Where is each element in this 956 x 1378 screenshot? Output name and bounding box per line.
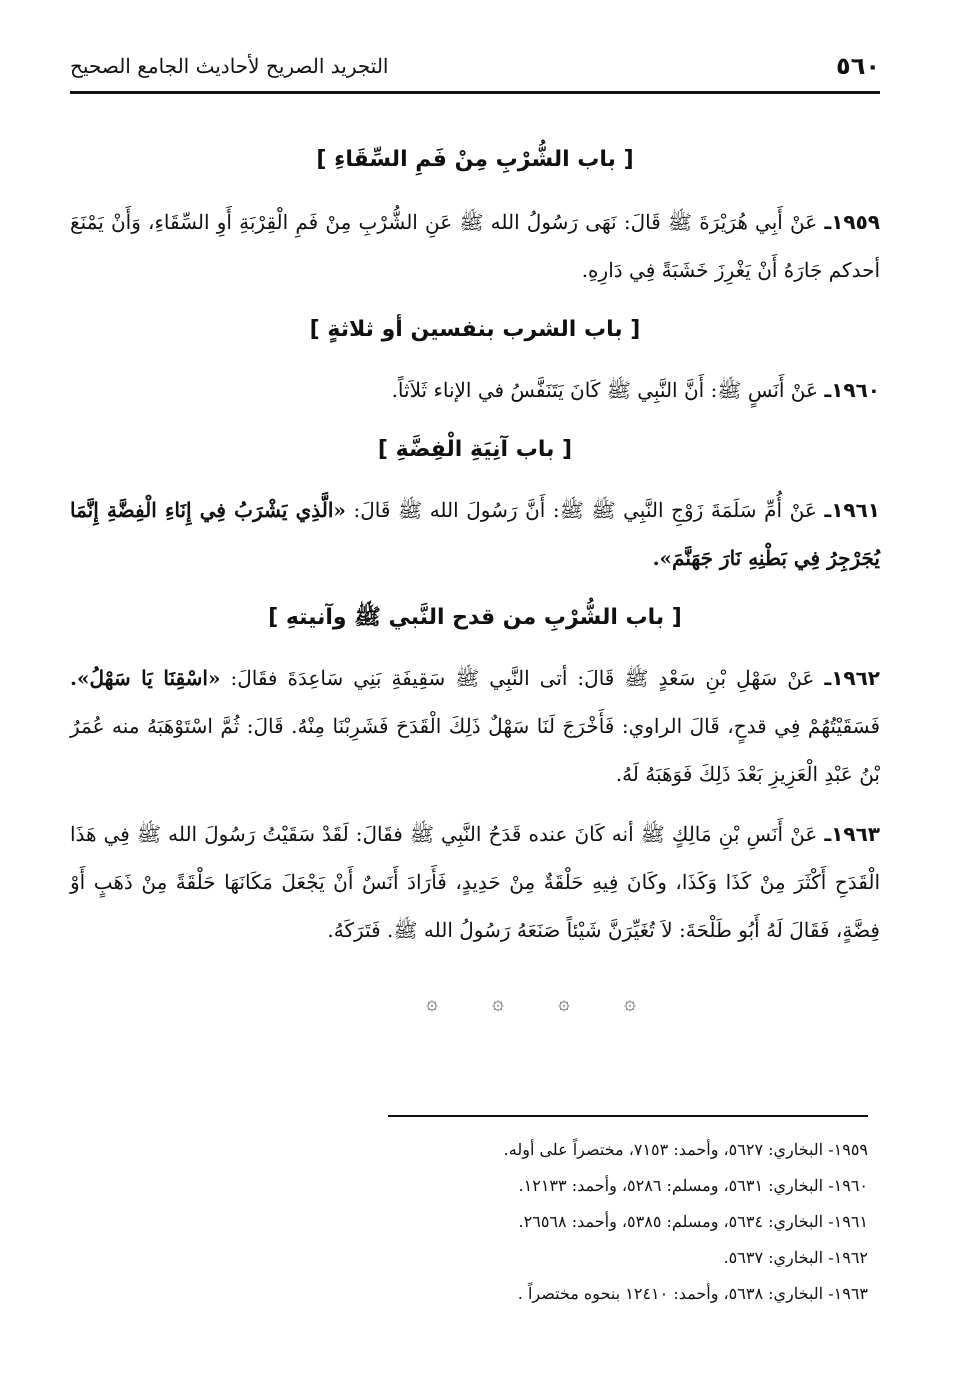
page-number: ٥٦٠ [836,52,880,80]
book-title: التجريد الصريح لأحاديث الجامع الصحيح [70,54,389,78]
running-header [70,46,880,86]
hadith-text: عَنْ أَنَسِ بْنِ مَالِكٍ ﷺ أنه كَانَ عنده قَدَحُ النَّبِي ﷺ فقَالَ: لَقَدْ سَقَيْتُ رَسُولَ الله ﷺ فِي هَذَا الْقَدَحِ أَكْثَرَ مِنْ كَذَا وَكَذَا، وكَانَ فِيهِ حَلْقَةٌ مِنْ حَدِيدٍ، فَأَرَادَ أَنَسٌ أَنْ يَجْعَلَ مَكَانَهَا حَلْقَةً مِنْ ذَهَبٍ أَوْ فِضَّةٍ، فَقَالَ لَهُ أَبُو طَلْحَةَ: لاَ تُغَيِّرَنَّ شَيْئاً صَنَعَهُ رَسُولُ الله ﷺ. فَتَرَكَهُ. [70,822,880,942]
hadith-text-continued: فَسَقَيْتُهُمْ فِي قدحٍ، قَالَ الراوي: فَأَخْرَجَ لَنَا سَهْلٌ ذَلِكَ الْقَدَحَ فَشَرِبْنَا مِنْهُ. قَالَ: ثُمَّ اسْتَوْهَبَهُ منه عُمَرُ بْنُ عَبْدِ الْعَزِيزِ بَعْدَ ذَلِكَ فَوَهَبَهُ لَهُ. [70,714,880,786]
hadith-number: ١٩٦٠ـ [824,378,880,402]
section-ornaments [0,990,956,1014]
prophetic-quote: «الَّذِي يَشْرَبُ فِي إِنَاءِ الْفِضَّةِ إِنَّمَا يُجَرْجِرُ فِي بَطْنِهِ نَارَ جَهَنَّمَ». [70,498,880,570]
footnote: ١٩٦٢- البخاري: ٥٦٣٧. [723,1248,868,1267]
chapter-heading: [ باب آنِيَةِ الْفِضَّةِ ] [377,437,573,462]
header-rule [70,91,880,94]
chapter-heading: [ باب الشرب بنفسين أو ثلاثةٍ ] [309,317,641,342]
footnote: ١٩٦٠- البخاري: ٥٦٣١، ومسلم: ٥٢٨٦، وأحمد: ١٢١٣٣. [518,1176,868,1195]
hadith-text: عَنْ أَبِي هُرَيْرَةَ ﷺ قَالَ: نَهَى رَسُولُ الله ﷺ عَنِ الشُّرْبِ مِنْ فَمِ الْقِرْبَةِ أَوِ السِّقَاءِ، وَأَنْ يَمْنَعَ أحدكم جَارَهُ أَنْ يَغْرِزَ خَشَبَةً فِي دَارِهِ. [70,210,880,282]
prophetic-quote: «اسْقِنَا يَا سَهْلُ». [70,666,221,690]
ornament-icon: ۞ [558,990,570,1014]
footnote: ١٩٦٣- البخاري: ٥٦٣٨، وأحمد: ١٢٤١٠ بنحوه مختصراً . [517,1284,868,1303]
chapter-heading: [ باب الشُّرْبِ مِنْ فَمِ السِّقَاءِ ] [316,147,634,172]
hadith-text: عَنْ أَنَسٍ ﷺ: أَنَّ النَّبِي ﷺ كَانَ يَتَنَفَّسُ في الإناء ثَلاَثاً. [391,378,818,402]
hadith-number: ١٩٥٩ـ [824,210,880,234]
ornament-icon: ۞ [624,990,636,1014]
hadith-1960 [70,366,880,414]
footnote: ١٩٥٩- البخاري: ٥٦٢٧، وأحمد: ٧١٥٣، مختصراً على أوله. [503,1140,868,1159]
footnotes [168,1132,868,1312]
hadith-number: ١٩٦١ـ [824,498,881,522]
hadith-1962 [70,654,880,798]
chapter-heading: [ باب الشُّرْبِ من قدح النَّبي ﷺ وآنيتهِ ] [268,605,682,630]
hadith-number: ١٩٦٢ـ [824,666,881,690]
hadith-text: عَنْ سَهْلِ بْنِ سَعْدٍ ﷺ قَالَ: أتى النَّبِي ﷺ سَقِيفَةِ بَنِي سَاعِدَةَ فقَالَ: [230,666,815,690]
main-text [70,138,880,954]
ornament-icon: ۞ [426,990,438,1014]
footnote: ١٩٦١- البخاري: ٥٦٣٤، ومسلم: ٥٣٨٥، وأحمد: ٢٦٥٦٨. [518,1212,868,1231]
hadith-number: ١٩٦٣ـ [824,822,880,846]
hadith-1961 [70,486,880,582]
hadith-1963 [70,810,880,954]
ornament-icon: ۞ [492,990,504,1014]
hadith-1959 [70,198,880,294]
footnote-rule [388,1115,868,1117]
hadith-text: عَنْ أُمِّ سَلَمَةَ زَوْجِ النَّبِي ﷺ ﷺ: أَنَّ رَسُولَ الله ﷺ قَالَ: [353,498,817,522]
